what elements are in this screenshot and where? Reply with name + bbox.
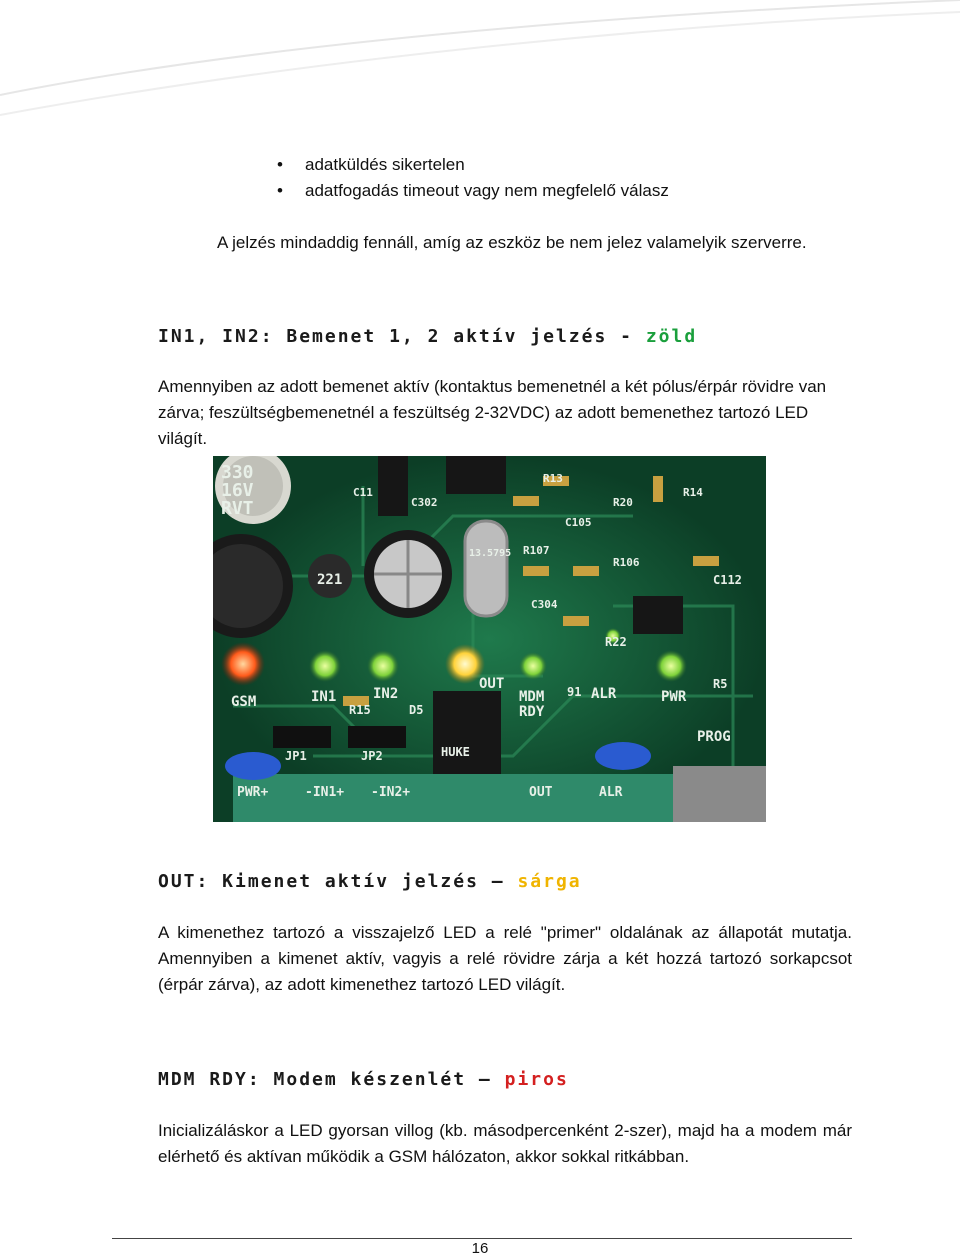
pcb-label: R22	[605, 635, 627, 649]
pcb-label: PROG	[697, 729, 731, 745]
header-decoration	[0, 0, 960, 130]
pcb-label: HUKE	[441, 745, 470, 759]
pcb-label: -IN1+	[305, 785, 345, 800]
pcb-label: PWR	[661, 689, 687, 705]
pcb-label: D5	[409, 703, 424, 717]
pcb-label: R20	[613, 496, 633, 509]
pcb-label: C302	[411, 496, 438, 509]
pcb-label: OUT	[529, 785, 553, 800]
pcb-label: C105	[565, 516, 592, 529]
pcb-label: GSM	[231, 694, 257, 710]
pcb-label: R15	[349, 703, 371, 717]
pcb-label: RVT	[221, 498, 254, 519]
pcb-label: C112	[713, 573, 742, 587]
pcb-label: R5	[713, 677, 728, 691]
pcb-label: C11	[353, 486, 373, 499]
heading-out	[158, 871, 582, 892]
pcb-label: R107	[523, 544, 550, 557]
pcb-label: R13	[543, 472, 563, 485]
pcb-label: 13.5795	[469, 548, 512, 559]
pcb-label: -IN2+	[371, 785, 411, 800]
paragraph-in: Amennyiben az adott bemenet aktív (kontaktus bemenetnél a két pólus/érpár rövidre van zárva; feszültségbemenetnél a feszültség 2-32VDC) az adott bemenethez tartozó LED világít.	[158, 377, 827, 448]
pcb-label: R106	[613, 556, 640, 569]
pcb-label: MDM	[519, 689, 545, 705]
pcb-label: JP1	[285, 749, 307, 763]
pcb-label: C304	[531, 598, 558, 611]
heading-in	[158, 326, 697, 347]
pcb-label: ALR	[591, 686, 617, 702]
signal-note: A jelzés mindaddig fennáll, amíg az eszköz be nem jelez valamelyik szerverre.	[217, 233, 807, 252]
pcb-label: PWR+	[237, 785, 269, 800]
heading-in-color: zöld	[645, 326, 698, 347]
pcb-label: OUT	[479, 676, 505, 692]
heading-in-title: IN1, IN2: Bemenet 1, 2 aktív jelzés -	[158, 326, 646, 347]
pcb-label: 330	[221, 462, 254, 483]
heading-mdm-color: piros	[504, 1069, 569, 1090]
heading-out-title: OUT: Kimenet aktív jelzés –	[158, 871, 518, 892]
pcb-label: 16V	[221, 480, 254, 501]
bullet-item: • adatfogadás timeout vagy nem megfelelő válasz	[277, 178, 669, 204]
page-number: 16	[471, 1240, 489, 1257]
pcb-label: JP2	[361, 749, 383, 763]
pcb-label: IN2	[373, 686, 399, 702]
pcb-label: ALR	[599, 785, 623, 800]
bullet-item: • adatküldés sikertelen	[277, 152, 669, 178]
pcb-label: 221	[317, 572, 343, 588]
pcb-photo	[213, 456, 766, 822]
heading-mdm-title: MDM RDY: Modem készenlét –	[158, 1069, 505, 1090]
footer-divider	[112, 1238, 852, 1239]
pcb-label: RDY	[519, 704, 545, 720]
paragraph-out: A kimenethez tartozó a visszajelző LED a relé "primer" oldalának az állapotát mutatja. Amennyiben a kimenet aktív, vagyis a relé rövidre zárja a két hozzá tartozó sorkapcsot (érpár zárva), az adott kimenethez tartozó LED világít.	[158, 923, 852, 994]
heading-mdm	[158, 1069, 569, 1090]
heading-out-color: sárga	[517, 871, 582, 892]
pcb-label: R14	[683, 486, 703, 499]
pcb-label: IN1	[311, 689, 337, 705]
status-bullet-list	[277, 152, 669, 204]
paragraph-mdm: Inicializáláskor a LED gyorsan villog (kb. másodpercenként 2-szer), majd ha a modem már elérhető és aktívan működik a GSM hálózaton, akkor sokkal ritkábban.	[158, 1121, 852, 1166]
pcb-label: 91	[567, 685, 582, 699]
